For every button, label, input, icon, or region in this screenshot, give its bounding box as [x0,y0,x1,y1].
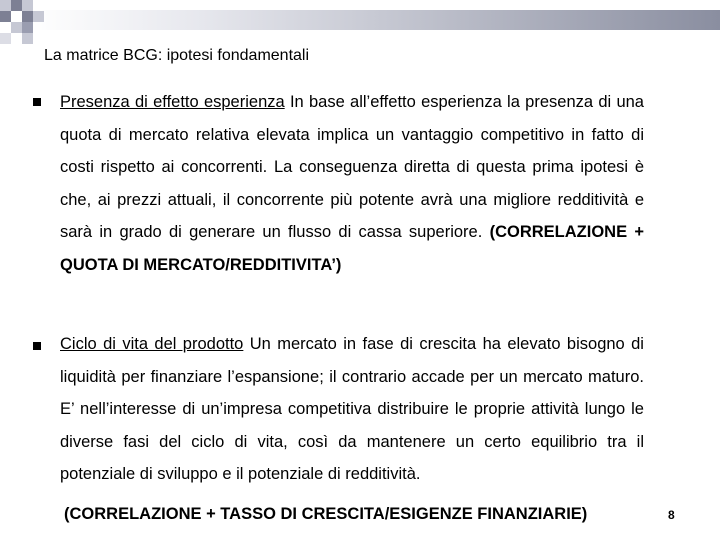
bullet-heading: Ciclo di vita del prodotto [60,335,244,353]
bullet-paragraph-product-life-cycle [60,328,644,491]
bullet-square-icon [33,342,41,350]
bullet-emphasis: (CORRELAZIONE + TASSO DI CRESCITA/ESIGENZE FINANZIARIE) [64,505,588,523]
bullet-heading: Presenza di effetto esperienza [60,93,285,111]
bullet-square-icon [33,98,41,106]
header-gradient-bar [30,10,720,30]
slide-title: La matrice BCG: ipotesi fondamentali [44,47,310,64]
checker-squares [0,0,44,44]
bullet-emphasis: (CORRELAZIONE + QUOTA DI MERCATO/REDDITIVITA’) [60,223,645,274]
page-number: 8 [668,508,675,522]
bullet-text: In base all’effetto esperienza la presenza di una quota di mercato relativa elevata implica un vantaggio competitivo in fatto di costi rispetto ai concorrenti. La conseguenza diretta di questa prima ipotesi è che, ai prezzi attuali, il concorrente più potente avrà una migliore redditività e sarà in grado di generare un flusso di cassa superiore. [60,93,644,241]
bullet-text: Un mercato in fase di crescita ha elevato bisogno di liquidità per finanziare l’espansione; il contrario accade per un mercato maturo. E’ nell’interesse di un’impresa competitiva distribuire le proprie attività lungo le diverse fasi del ciclo di vita, così da mantenere un certo equilibrio tra il potenziale di sviluppo e il potenziale di redditività. [60,335,644,483]
bullet-paragraph-experience-effect [60,86,644,281]
header-decoration [0,0,720,45]
